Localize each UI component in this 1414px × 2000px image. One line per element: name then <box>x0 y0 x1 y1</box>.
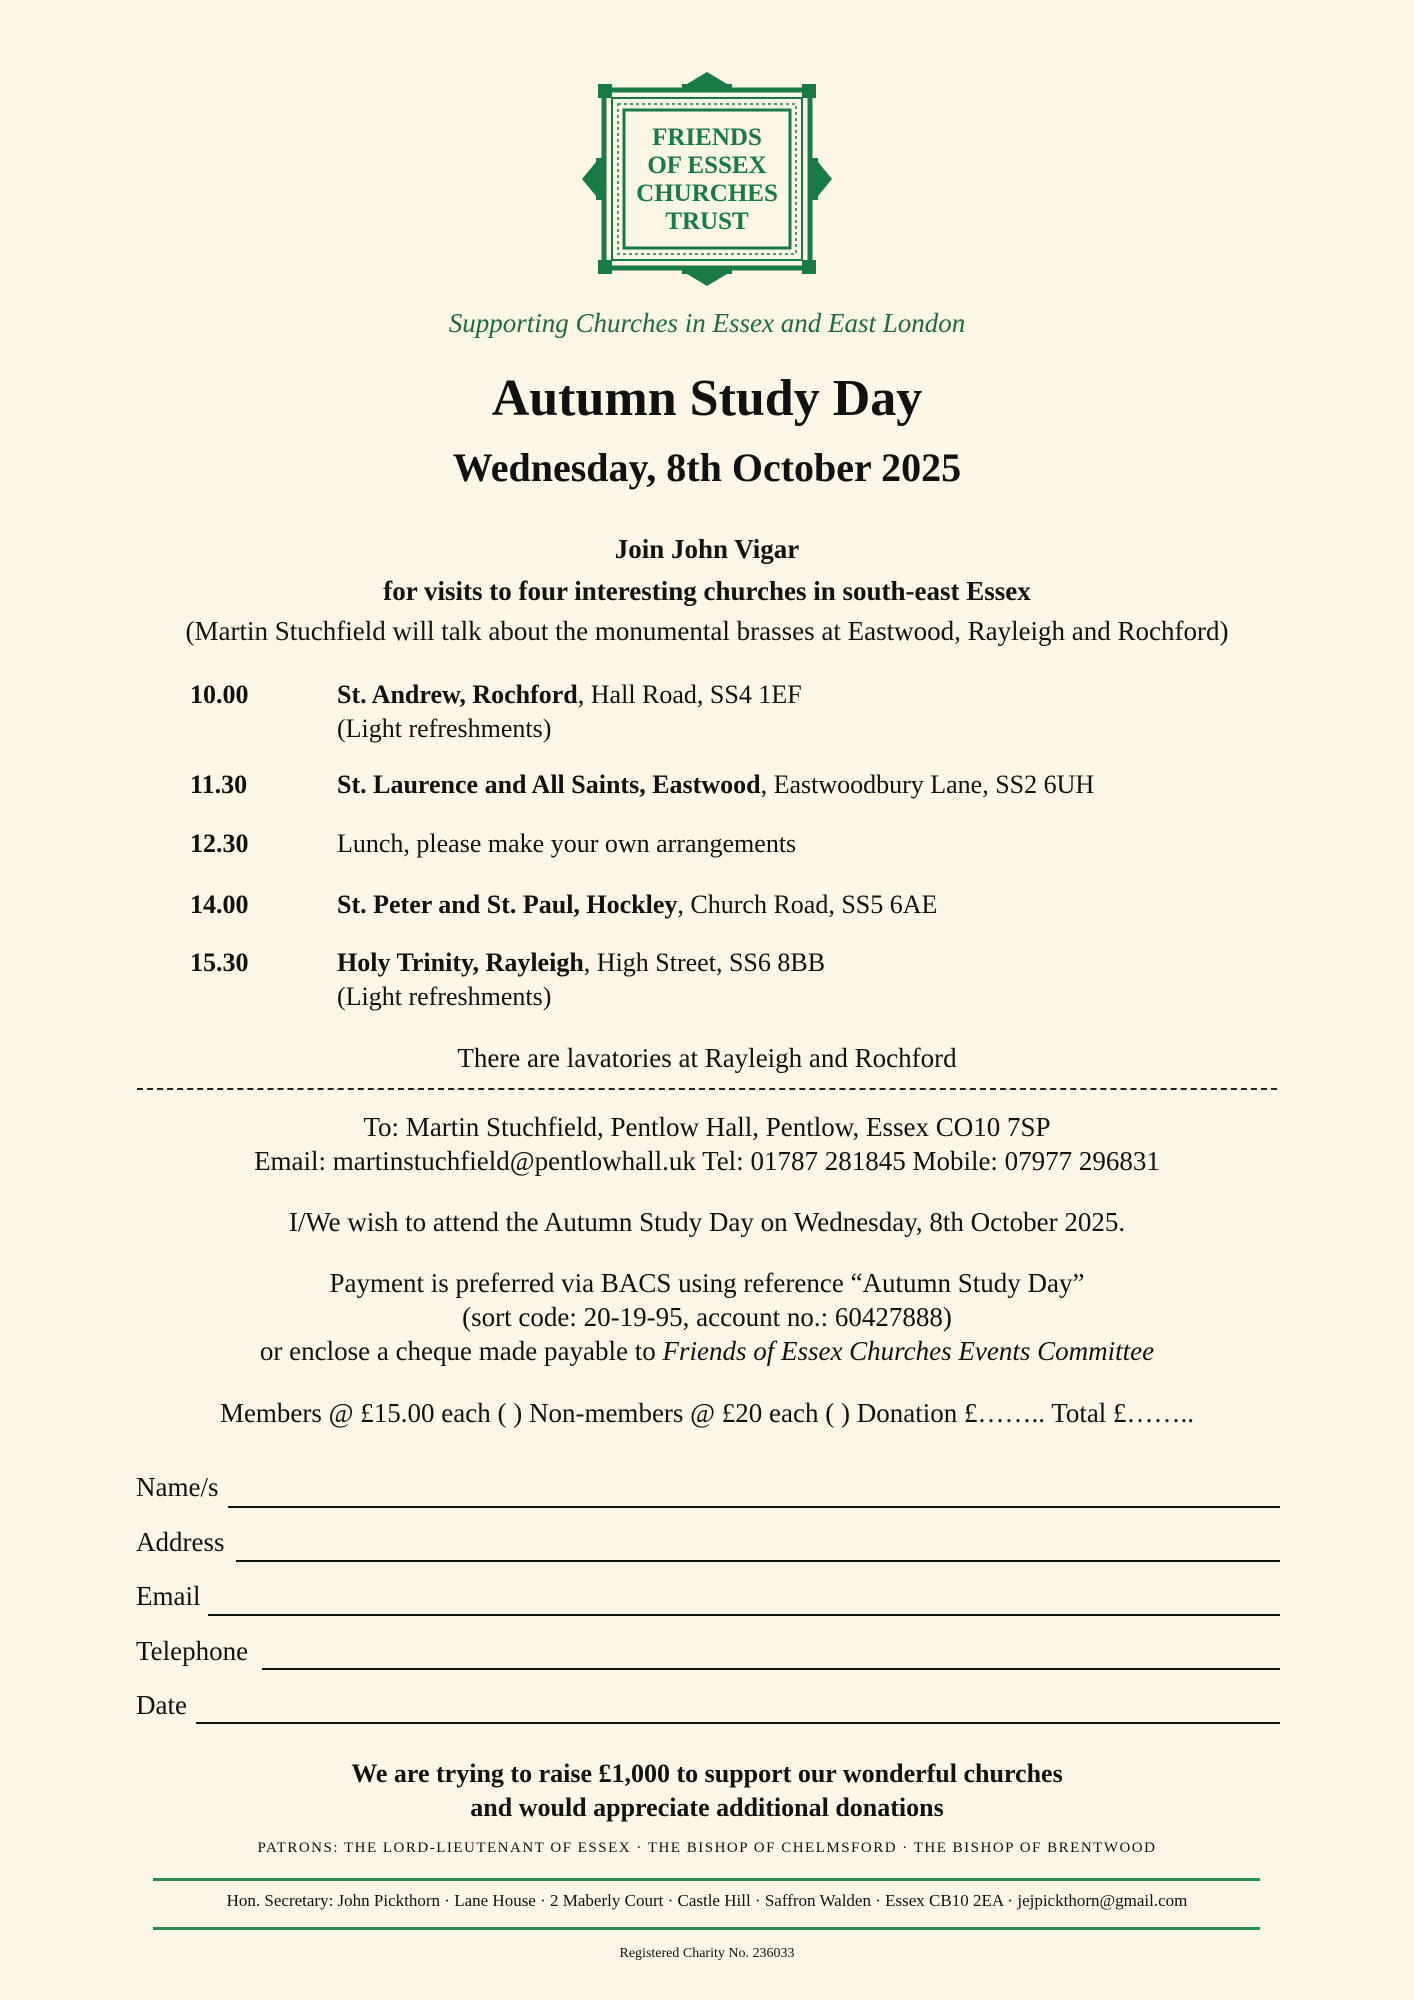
cheque-info <box>0 1334 1414 1368</box>
cheque-prefix: or enclose a cheque made payable to <box>259 1336 663 1366</box>
intro-host: Join John Vigar <box>614 534 800 564</box>
hon-secretary: Hon. Secretary: John Pickthorn · Lane House · 2 Maberly Court · Castle Hill · Saffron Walden · Essex CB10 2EA · jejpickthorn@gmail.com <box>226 1891 1188 1910</box>
schedule-time: 10.00 <box>190 680 249 709</box>
church-address: , Eastwoodbury Lane, SS2 6UH <box>760 770 1095 799</box>
logo-line: CHURCHES <box>636 180 778 207</box>
appeal-line: We are trying to raise £1,000 to support our wonderful churches <box>351 1759 1063 1788</box>
page-title: Autumn Study Day <box>491 370 923 427</box>
schedule-desc <box>337 678 802 712</box>
church-name: St. Andrew, Rochford <box>337 680 578 709</box>
logo-line: TRUST <box>665 208 749 235</box>
field-label-names: Name/s <box>136 1472 219 1502</box>
cheque-payee: Friends of Essex Churches Events Committee <box>662 1336 1155 1366</box>
church-address: , Hall Road, SS4 1EF <box>577 680 802 709</box>
lavatories-note: There are lavatories at Rayleigh and Rochford <box>457 1043 957 1073</box>
booking-address: To: Martin Stuchfield, Pentlow Hall, Pentlow, Essex CO10 7SP <box>363 1112 1051 1142</box>
bank-details: (sort code: 20-19-95, account no.: 60427888) <box>462 1302 952 1332</box>
date-field[interactable] <box>196 1722 1280 1724</box>
names-field[interactable] <box>228 1506 1280 1508</box>
footer-rule-top <box>153 1878 1260 1881</box>
booking-contact: Email: martinstuchfield@pentlowhall.uk Tel: 01787 281845 Mobile: 07977 296831 <box>254 1146 1160 1176</box>
logo-text <box>578 124 836 236</box>
church-name: St. Laurence and All Saints, Eastwood <box>337 770 761 799</box>
address-field[interactable] <box>236 1560 1280 1562</box>
intro-visits: for visits to four interesting churches in south-east Essex <box>383 576 1031 606</box>
church-name: St. Peter and St. Paul, Hockley <box>337 890 678 919</box>
telephone-field[interactable] <box>262 1668 1280 1670</box>
email-field[interactable] <box>208 1614 1280 1616</box>
appeal-line: and would appreciate additional donations <box>470 1793 944 1822</box>
church-address: , High Street, SS6 8BB <box>583 948 826 977</box>
schedule-time: 15.30 <box>190 948 249 977</box>
field-label-telephone: Telephone <box>136 1636 249 1666</box>
patrons: PATRONS: THE LORD-LIEUTENANT OF ESSEX · THE BISHOP OF CHELMSFORD · THE BISHOP OF BRENTWOOD <box>257 1840 1157 1856</box>
field-label-address: Address <box>136 1527 225 1557</box>
schedule-desc <box>337 768 1094 802</box>
schedule-note: (Light refreshments) <box>337 714 552 743</box>
field-label-email: Email <box>136 1581 201 1611</box>
church-address: , Church Road, SS5 6AE <box>677 890 938 919</box>
trust-logo <box>578 70 836 288</box>
footer-rule-bottom <box>153 1927 1260 1930</box>
schedule-desc <box>337 946 825 980</box>
schedule-desc: Lunch, please make your own arrangements <box>337 829 797 858</box>
cut-line-divider <box>137 1088 1277 1090</box>
schedule-time: 11.30 <box>190 770 248 799</box>
field-label-date: Date <box>136 1690 187 1720</box>
schedule-note: (Light refreshments) <box>337 982 552 1011</box>
schedule-time: 14.00 <box>190 890 249 919</box>
payment-info: Payment is preferred via BACS using reference “Autumn Study Day” <box>329 1268 1085 1298</box>
attend-statement: I/We wish to attend the Autumn Study Day on Wednesday, 8th October 2025. <box>288 1207 1126 1237</box>
tagline: Supporting Churches in Essex and East London <box>448 308 966 338</box>
charity-number: Registered Charity No. 236033 <box>619 1946 795 1961</box>
schedule-time: 12.30 <box>190 829 249 858</box>
church-name: Holy Trinity, Rayleigh <box>337 948 584 977</box>
price-options: Members @ £15.00 each ( ) Non-members @ £20 each ( ) Donation £…….. Total £…….. <box>219 1398 1195 1428</box>
schedule-desc <box>337 888 937 922</box>
logo-line: FRIENDS <box>652 124 762 151</box>
logo-line: OF ESSEX <box>647 152 767 179</box>
event-date: Wednesday, 8th October 2025 <box>452 445 962 490</box>
intro-note: (Martin Stuchfield will talk about the monumental brasses at Eastwood, Rayleigh and Rochford) <box>185 616 1229 646</box>
